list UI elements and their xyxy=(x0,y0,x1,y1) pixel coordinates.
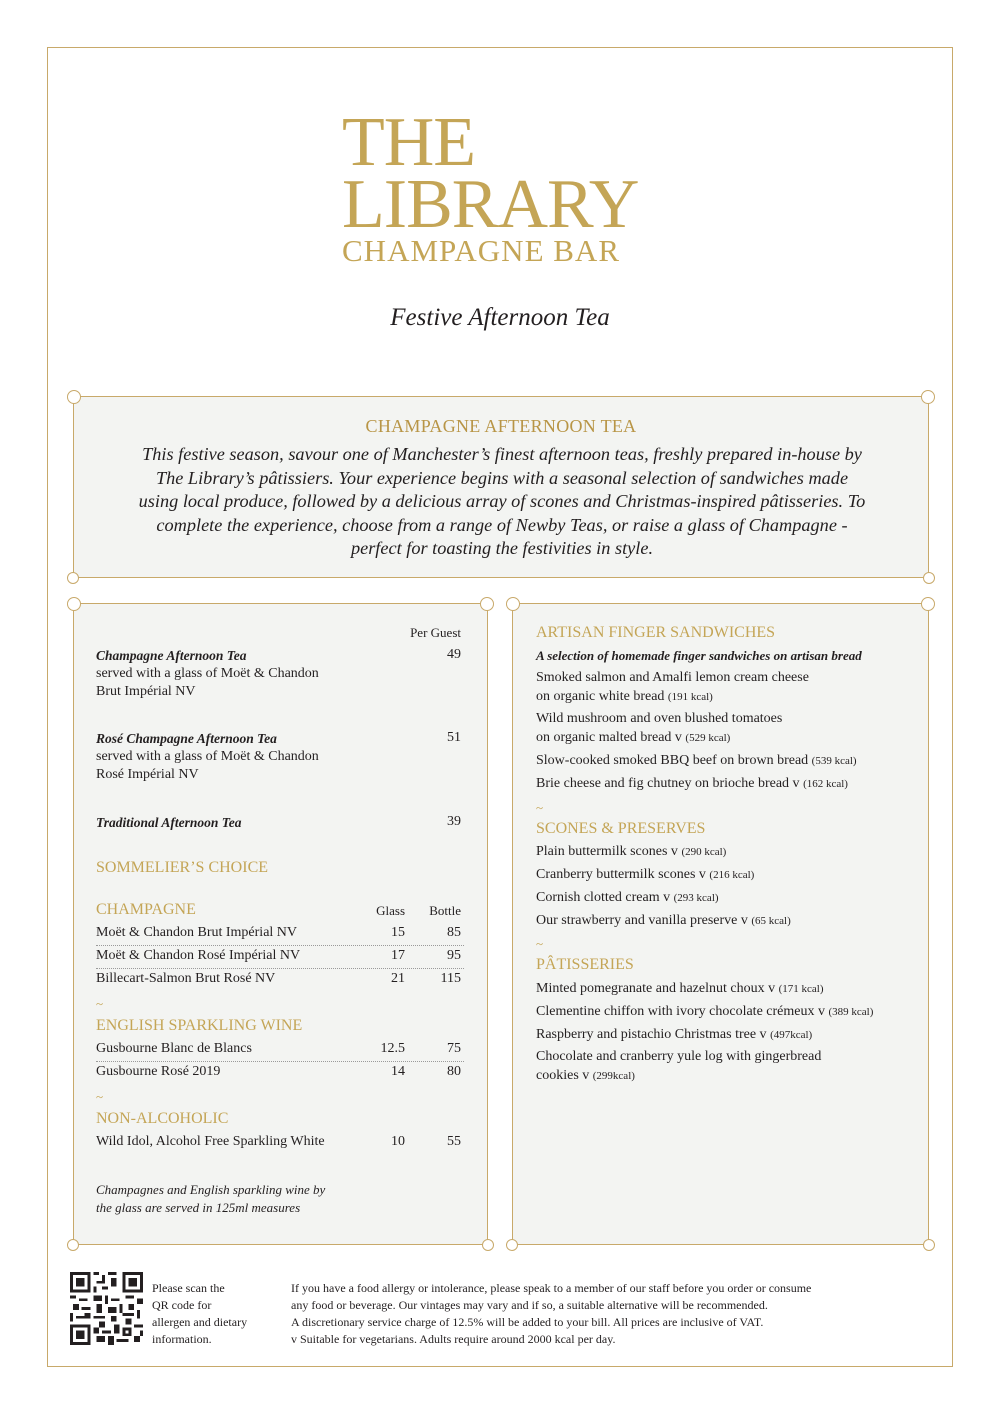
patisseries-heading: PÂTISSERIES xyxy=(536,956,634,973)
intro-panel xyxy=(73,396,929,578)
logo-line-champagne-bar: CHAMPAGNE BAR xyxy=(342,233,620,268)
wine-name: Moët & Chandon Brut Impérial NV xyxy=(96,925,298,940)
wine-glass-price: 12.5 xyxy=(380,1041,405,1056)
menu-item: Smoked salmon and Amalfi lemon cream cheese xyxy=(536,670,809,685)
menu-item: Brie cheese and fig chutney on brioche bread v xyxy=(536,776,800,791)
the-library-logo xyxy=(342,104,672,268)
tea-price: 49 xyxy=(447,647,461,662)
qr-text-line: allergen and dietary xyxy=(152,1315,248,1329)
scones-heading: SCONES & PRESERVES xyxy=(536,820,706,837)
tea-desc: served with a glass of Moët & Chandon xyxy=(96,749,319,764)
tea-price: 39 xyxy=(447,814,461,829)
wine-bottle-price: 80 xyxy=(447,1064,461,1079)
intro-heading: CHAMPAGNE AFTERNOON TEA xyxy=(365,416,637,436)
divider-tilde: ~ xyxy=(536,800,544,815)
per-guest-label: Per Guest xyxy=(410,625,461,640)
tea-name: Traditional Afternoon Tea xyxy=(96,815,242,830)
notice-line: any food or beverage. Our vintages may vary and if so, a suitable alternative will be recommended. xyxy=(291,1298,768,1312)
notice-line: If you have a food allergy or intolerance, please speak to a member of our staff before you order or consume xyxy=(291,1281,812,1295)
qr-text-line: Please scan the xyxy=(152,1281,225,1295)
wine-bottle-price: 55 xyxy=(447,1134,461,1149)
qr-text-line: QR code for xyxy=(152,1298,212,1312)
measure-note: the glass are served in 125ml measures xyxy=(96,1200,301,1215)
glass-header: Glass xyxy=(376,903,405,918)
tea-name: Rosé Champagne Afternoon Tea xyxy=(96,731,277,746)
divider-tilde: ~ xyxy=(96,996,104,1011)
menu-item: on organic malted bread v xyxy=(536,730,682,745)
menu-item: Wild mushroom and oven blushed tomatoes xyxy=(536,711,783,726)
wine-name: Gusbourne Blanc de Blancs xyxy=(96,1041,252,1056)
wine-name: Wild Idol, Alcohol Free Sparkling White xyxy=(96,1134,325,1149)
page-subtitle: Festive Afternoon Tea xyxy=(390,304,610,331)
tea-desc: served with a glass of Moët & Chandon xyxy=(96,666,319,681)
tea-name: Champagne Afternoon Tea xyxy=(96,648,247,663)
kcal-label: (529 kcal) xyxy=(685,732,731,744)
menu-item: Cornish clotted cream v xyxy=(536,890,671,905)
tea-desc: Brut Impérial NV xyxy=(96,684,196,699)
wine-name: Billecart-Salmon Brut Rosé NV xyxy=(96,971,276,986)
intro-text: This festive season, savour one of Manchester’s finest afternoon teas, freshly prepared in-house by The Library’s pâtissiers. Your experience begins with a seasonal selection of sandwiches made using local produce, followed by a delicious array of scones and Christmas-inspired pâtisseries. To complete the experience, choose from a range of Newby Teas, or raise a glass of Champagne - perfect for toasting the festivities in style. xyxy=(138,444,866,558)
kcal-label: (539 kcal) xyxy=(811,755,857,767)
kcal-label: (290 kcal) xyxy=(681,846,727,858)
wine-bottle-price: 75 xyxy=(447,1041,461,1056)
qr-code-icon[interactable] xyxy=(70,1272,143,1345)
menu-item: Chocolate and cranberry yule log with gingerbread xyxy=(536,1049,822,1064)
kcal-label: (299kcal) xyxy=(592,1070,635,1082)
menu-item: Our strawberry and vanilla preserve v xyxy=(536,913,748,928)
champagne-heading: CHAMPAGNE xyxy=(96,901,196,918)
qr-text-line: information. xyxy=(152,1332,212,1346)
allergy-notice xyxy=(291,1280,811,1348)
wine-glass-price: 17 xyxy=(391,948,405,963)
food-menu-panel xyxy=(512,603,929,1245)
qr-instructions xyxy=(152,1280,247,1348)
menu-item: Plain buttermilk scones v xyxy=(536,844,678,859)
wine-glass-price: 14 xyxy=(391,1064,405,1079)
tea-and-wine-panel xyxy=(73,603,488,1245)
kcal-label: (389 kcal) xyxy=(828,1006,874,1018)
non-alcoholic-heading: NON-ALCOHOLIC xyxy=(96,1110,229,1127)
kcal-label: (171 kcal) xyxy=(778,983,824,995)
menu-item: Clementine chiffon with ivory chocolate crémeux v xyxy=(536,1004,825,1019)
wine-bottle-price: 85 xyxy=(447,925,461,940)
wine-glass-price: 10 xyxy=(391,1134,405,1149)
notice-line: v Suitable for vegetarians. Adults require around 2000 kcal per day. xyxy=(291,1332,616,1346)
bottle-header: Bottle xyxy=(429,903,461,918)
wine-glass-price: 21 xyxy=(391,971,405,986)
menu-item: Minted pomegranate and hazelnut choux v xyxy=(536,981,776,996)
menu-item: Cranberry buttermilk scones v xyxy=(536,867,706,882)
wine-glass-price: 15 xyxy=(391,925,405,940)
measure-note: Champagnes and English sparkling wine by xyxy=(96,1182,326,1197)
wine-bottle-price: 95 xyxy=(447,948,461,963)
kcal-label: (497kcal) xyxy=(770,1029,813,1041)
kcal-label: (162 kcal) xyxy=(803,778,848,790)
notice-line: A discretionary service charge of 12.5% will be added to your bill. All prices are inclusive of VAT. xyxy=(291,1315,764,1329)
divider-tilde: ~ xyxy=(536,936,544,951)
wine-name: Moët & Chandon Rosé Impérial NV xyxy=(96,948,301,963)
menu-item: Slow-cooked smoked BBQ beef on brown bread xyxy=(536,753,809,768)
menu-item: Raspberry and pistachio Christmas tree v xyxy=(536,1027,767,1042)
english-sparkling-heading: ENGLISH SPARKLING WINE xyxy=(96,1017,303,1034)
kcal-label: (216 kcal) xyxy=(709,869,755,881)
menu-item: on organic white bread xyxy=(536,689,665,704)
tea-desc: Rosé Impérial NV xyxy=(96,767,199,782)
sandwiches-heading: ARTISAN FINGER SANDWICHES xyxy=(536,624,776,641)
menu-item: cookies v xyxy=(536,1068,590,1083)
wine-name: Gusbourne Rosé 2019 xyxy=(96,1064,221,1079)
logo-line-library: LIBRARY xyxy=(342,166,639,243)
kcal-label: (293 kcal) xyxy=(673,892,719,904)
tea-price: 51 xyxy=(447,730,461,745)
divider-tilde: ~ xyxy=(96,1089,104,1104)
kcal-label: (191 kcal) xyxy=(667,691,713,703)
logo-line-the: THE xyxy=(342,104,476,181)
sandwiches-intro: A selection of homemade finger sandwiches on artisan bread xyxy=(536,648,862,663)
kcal-label: (65 kcal) xyxy=(751,915,791,927)
wine-bottle-price: 115 xyxy=(440,971,461,986)
sommelier-heading: SOMMELIER’S CHOICE xyxy=(96,859,269,876)
